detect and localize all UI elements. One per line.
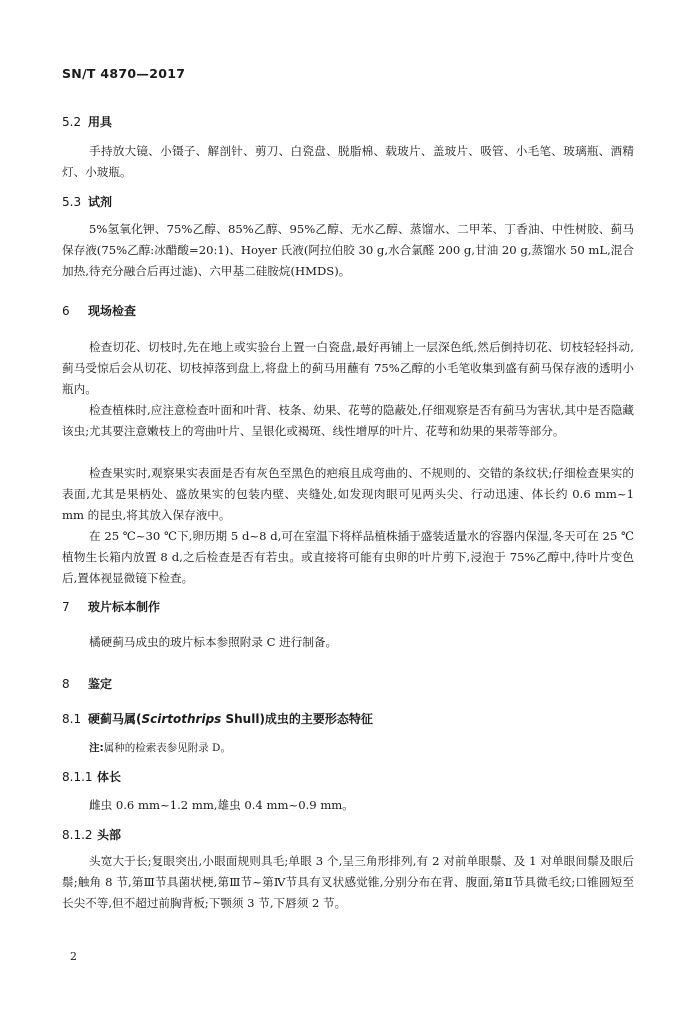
section-title: 体长 (97, 770, 122, 784)
paragraph-slide-preparation: 橘硬蓟马成虫的玻片标本参照附录 C 进行制备。 (89, 635, 338, 649)
note-text: 属种的检索表参见附录 D。 (103, 742, 231, 754)
document-code: SN/T 4870—2017 (62, 66, 186, 81)
heading-5-3 (62, 193, 112, 210)
paragraph-field-eggs: 在 25 ℃~30 ℃下,卵历期 5 d~8 d,可在室温下将样品植株插于盛装适量水的容器内保湿,冬天可在 25 ℃ 植物生长箱内放置 8 d,之后检查是否有若虫。或直接将可能有虫卵的叶片剪下,浸泡于 75%乙醇中,待叶片变色后,置体视显微镜下检查。 (62, 529, 634, 585)
section-number: 7 (62, 600, 70, 614)
paragraph-reagents: 5%氢氧化钾、75%乙醇、85%乙醇、95%乙醇、无水乙醇、蒸馏水、二甲苯、丁香油、中性树胶、蓟马保存液(75%乙醇:冰醋酸=20:1)、Hoyer 氏液(阿拉伯胶 30 g,水合氯醛 200 g,甘油 20 g,蒸馏水 50 mL,混合加热,待充分融合后再过滤)、六甲基二硅胺烷(HMDS)。 (62, 222, 634, 278)
section-title: 头部 (97, 828, 122, 842)
paragraph-field-cut-flowers: 检查切花、切枝时,先在地上或实验台上置一白瓷盘,最好再铺上一层深色纸,然后倒持切花、切枝轻轻抖动,蓟马受惊后会从切花、切枝掉落到盘上,将盘上的蓟马用蘸有 75%乙醇的小毛笔收集到盛有蓟马保存液的透明小瓶内。 (62, 340, 634, 396)
section-title: 现场检查 (88, 304, 137, 318)
section-number: 6 (62, 304, 70, 318)
heading-8 (62, 675, 112, 692)
heading-6 (62, 302, 136, 319)
section-title-prefix: 硬蓟马属( (88, 712, 142, 726)
paragraph-tools: 手持放大镜、小镊子、解剖针、剪刀、白瓷盘、脱脂棉、载玻片、盖玻片、吸管、小毛笔、玻璃瓶、酒精灯、小玻瓶。 (62, 144, 634, 179)
section-title: 用具 (88, 115, 113, 129)
heading-5-2 (62, 113, 112, 130)
paragraph-field-fruits: 检查果实时,观察果实表面是否有灰色至黑色的疤痕且成弯曲的、不规则的、交错的条纹状;仔细检查果实的表面,尤其是果柄处、盛放果实的包装内壁、夹缝处,如发现肉眼可见两头尖、行动迅速、体长约 0.6 mm~1 mm 的昆虫,将其放入保存液中。 (62, 466, 634, 522)
heading-8-1-2 (62, 826, 121, 843)
section-number: 8 (62, 677, 70, 691)
genus-name-italic: Scirtothrips (141, 712, 222, 726)
section-title: 试剂 (88, 195, 113, 209)
section-number: 8.1.1 (62, 770, 93, 784)
heading-8-1-1 (62, 768, 121, 785)
paragraph-head: 头宽大于长;复眼突出,小眼面规则具毛;单眼 3 个,呈三角形排列,有 2 对前单眼鬃、及 1 对单眼间鬃及眼后鬃;触角 8 节,第Ⅲ节具菌状梗,第Ⅲ节~第Ⅳ节具有叉状感觉锥,分别分布在背、腹面,第Ⅱ节具微毛纹;口锥圆短至长尖不等,但不超过前胸背板;下颚须 3 节,下唇须 2 节。 (62, 854, 634, 910)
section-title: 玻片标本制作 (88, 600, 161, 614)
paragraph-field-plants: 检查植株时,应注意检查叶面和叶背、枝条、幼果、花萼的隐蔽处,仔细观察是否有蓟马为害状,其中是否隐藏该虫;尤其要注意嫩枝上的弯曲叶片、呈银化或褐斑、线性增厚的叶片、花萼和幼果的果蒂等部分。 (62, 403, 634, 438)
page-number: 2 (70, 950, 77, 963)
section-title: 鉴定 (88, 677, 113, 691)
note (89, 740, 231, 755)
section-number: 5.3 (62, 195, 82, 209)
heading-7 (62, 598, 160, 615)
paragraph-body-length: 雌虫 0.6 mm~1.2 mm,雄虫 0.4 mm~0.9 mm。 (89, 798, 354, 812)
section-title (88, 712, 373, 726)
note-label: 注: (89, 742, 104, 754)
section-number: 8.1.2 (62, 828, 93, 842)
heading-8-1 (62, 710, 373, 727)
section-number: 5.2 (62, 115, 82, 129)
section-title-suffix: Shull)成虫的主要形态特征 (221, 712, 373, 726)
section-number: 8.1 (62, 712, 82, 726)
